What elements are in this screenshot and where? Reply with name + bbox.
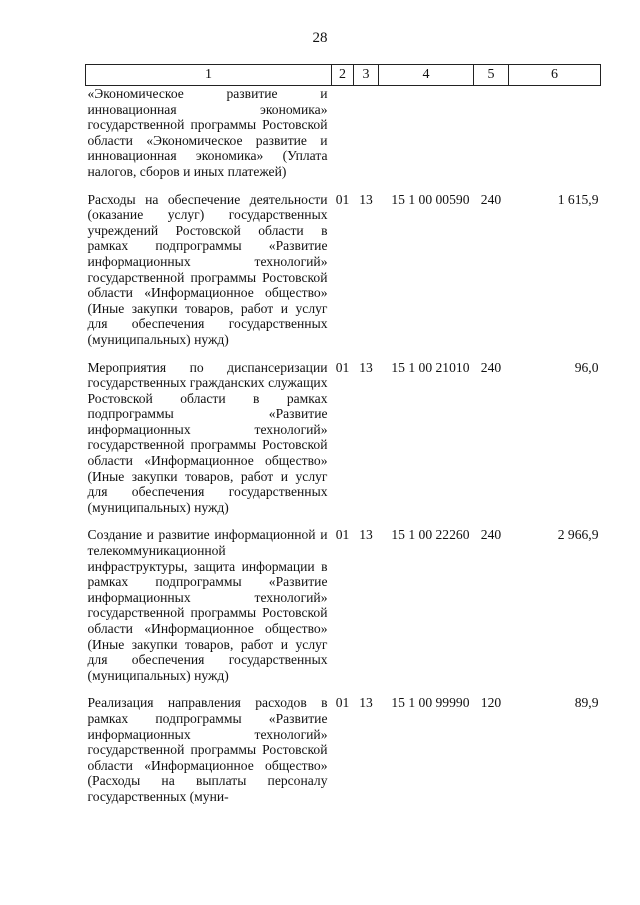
budget-table xyxy=(85,64,601,817)
row-rz: 01 xyxy=(335,359,350,375)
table-row xyxy=(86,695,601,816)
table-row xyxy=(86,192,601,360)
row-vr xyxy=(474,86,509,192)
table-row xyxy=(86,527,601,695)
row-pr: 13 xyxy=(359,527,373,543)
row-sum: 1 615,9 xyxy=(557,191,599,207)
row-name: Реализация направления расходов в рамках подпрограммы «Развитие информационных технологий» государственной программы Ростовской области «Информационное общество» (Расходы на выплаты персоналу государственных (муни- xyxy=(87,695,328,804)
row-vr: 240 xyxy=(480,359,502,375)
row-csr xyxy=(379,86,474,192)
row-rz: 01 xyxy=(335,191,350,207)
row-rz: 01 xyxy=(335,527,350,543)
row-csr: 15 1 00 21010 xyxy=(391,359,470,375)
header-col-5: 5 xyxy=(474,65,509,86)
table-row xyxy=(86,86,601,192)
row-sum: 96,0 xyxy=(574,359,599,375)
row-vr: 240 xyxy=(480,527,502,543)
header-col-2: 2 xyxy=(332,65,354,86)
row-sum xyxy=(509,86,601,192)
row-vr: 240 xyxy=(480,191,502,207)
row-pr xyxy=(354,86,379,192)
row-pr: 13 xyxy=(359,695,373,711)
row-name: «Экономическое развитие и инновационная экономика» государственной программы Ростовской области «Экономическое развитие и инновационная экономика» (Уплата налогов, сборов и иных платежей) xyxy=(87,86,328,179)
row-name: Создание и развитие информационной и телекоммуникационной инфраструктуры, защита информации в рамках подпрограммы «Развитие информационных технологий» государственной программы Ростовской области «Информационное общество» (Иные закупки товаров, работ и услуг для обеспечения государственных (муниципальных) нужд) xyxy=(87,527,328,683)
row-rz xyxy=(332,86,354,192)
row-vr: 120 xyxy=(480,695,502,711)
header-col-1: 1 xyxy=(86,65,332,86)
row-csr: 15 1 00 22260 xyxy=(391,527,470,543)
row-sum: 2 966,9 xyxy=(557,527,599,543)
row-csr: 15 1 00 00590 xyxy=(391,191,470,207)
row-pr: 13 xyxy=(359,191,373,207)
table-row xyxy=(86,360,601,528)
header-col-4: 4 xyxy=(379,65,474,86)
row-name: Мероприятия по диспансеризации государственных гражданских служащих Ростовской области в рамках подпрограммы «Развитие информационных технологий» государственной программы Ростовской области «Информационное общество» (Иные закупки товаров, работ и услуг для обеспечения государственных (муниципальных) нужд) xyxy=(87,359,328,515)
row-name: Расходы на обеспечение деятельности (оказание услуг) государственных учреждений Ростовской области в рамках подпрограммы «Развитие информационных технологий» государственной программы Ростовской области «Информационное общество» (Иные закупки товаров, работ и услуг для обеспечения государственных (муниципальных) нужд) xyxy=(87,191,328,347)
header-row xyxy=(86,65,601,86)
row-pr: 13 xyxy=(359,359,373,375)
page-number: 28 xyxy=(312,30,328,46)
row-csr: 15 1 00 99990 xyxy=(391,695,470,711)
row-sum: 89,9 xyxy=(574,695,599,711)
header-col-3: 3 xyxy=(354,65,379,86)
row-rz: 01 xyxy=(335,695,350,711)
header-col-6: 6 xyxy=(509,65,601,86)
